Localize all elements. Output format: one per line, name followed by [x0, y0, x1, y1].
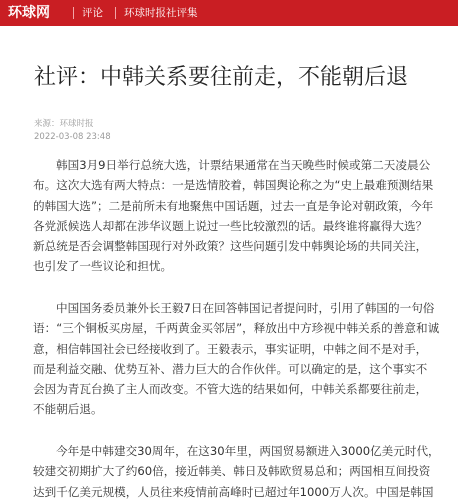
article-paragraph	[33, 441, 453, 502]
nav-link-comment[interactable]: 评论	[82, 7, 103, 19]
top-navigation-bar	[0, 0, 458, 26]
text-line: 的韩国大选”；二是前所未有地聚焦中国话题，过去一直是争论对朝政策，今年	[33, 198, 434, 213]
article-source: 来源：环球时报	[34, 119, 94, 129]
text-line: 会因为青瓦台换了主人而改变。不管大选的结果如何，中韩关系都要往前走，	[33, 382, 428, 397]
text-line: 各党派候选人却都在涉华议题上说过一些比较激烈的话。最终谁将赢得大选？	[33, 218, 428, 233]
article-paragraph	[33, 298, 453, 420]
text-line: 语：“三个铜板买房屋，千两黄金买邻居”，释放出中方珍视中韩关系的善意和诚	[33, 321, 440, 336]
article-paragraph	[33, 155, 453, 277]
text-line: 达到千亿美元规模，人员往来疫情前高峰时已超过年1000万人次。中国是韩国	[33, 484, 434, 499]
text-line: 今年是中韩建交30周年，在这30年里，两国贸易额进入3000亿美元时代，	[56, 444, 440, 458]
article-title: 社评：中韩关系要往前走，不能朝后退	[34, 64, 409, 90]
site-logo[interactable]: 环球网	[8, 5, 50, 21]
text-line: 中国国务委员兼外长王毅7日在回答韩国记者提问时，引用了韩国的一句俗	[56, 301, 435, 315]
text-line: 韩国3月9日举行总统大选，计票结果通常在当天晚些时候或第二天凌晨公	[56, 158, 431, 172]
text-line: 不能朝后退。	[33, 402, 103, 417]
nav-divider	[73, 7, 74, 19]
text-line: 意，相信韩国社会已经接收到了。王毅表示，事实证明，中韩之间不是对手，	[33, 341, 428, 356]
text-line: 而是利益交融、优势互补、潜力巨大的合作伙伴。可以确定的是，这个事实不	[33, 361, 428, 376]
text-line: 新总统是否会调整韩国现行对外政策？这些问题引发中韩舆论场的共同关注，	[33, 239, 428, 254]
text-line: 布。这次大选有两大特点：一是选情胶着，韩国舆论称之为“史上最难预测结果	[33, 178, 434, 193]
text-line: 较建交初期扩大了约60倍，接近韩美、韩日及韩欧贸易总和；两国相互间投资	[33, 464, 431, 479]
text-line: 也引发了一些议论和担忧。	[33, 259, 173, 274]
article-date: 2022-03-08 23:48	[34, 132, 111, 142]
nav-link-editorial-collection[interactable]: 环球时报社评集	[124, 7, 198, 19]
nav-divider	[115, 7, 116, 19]
